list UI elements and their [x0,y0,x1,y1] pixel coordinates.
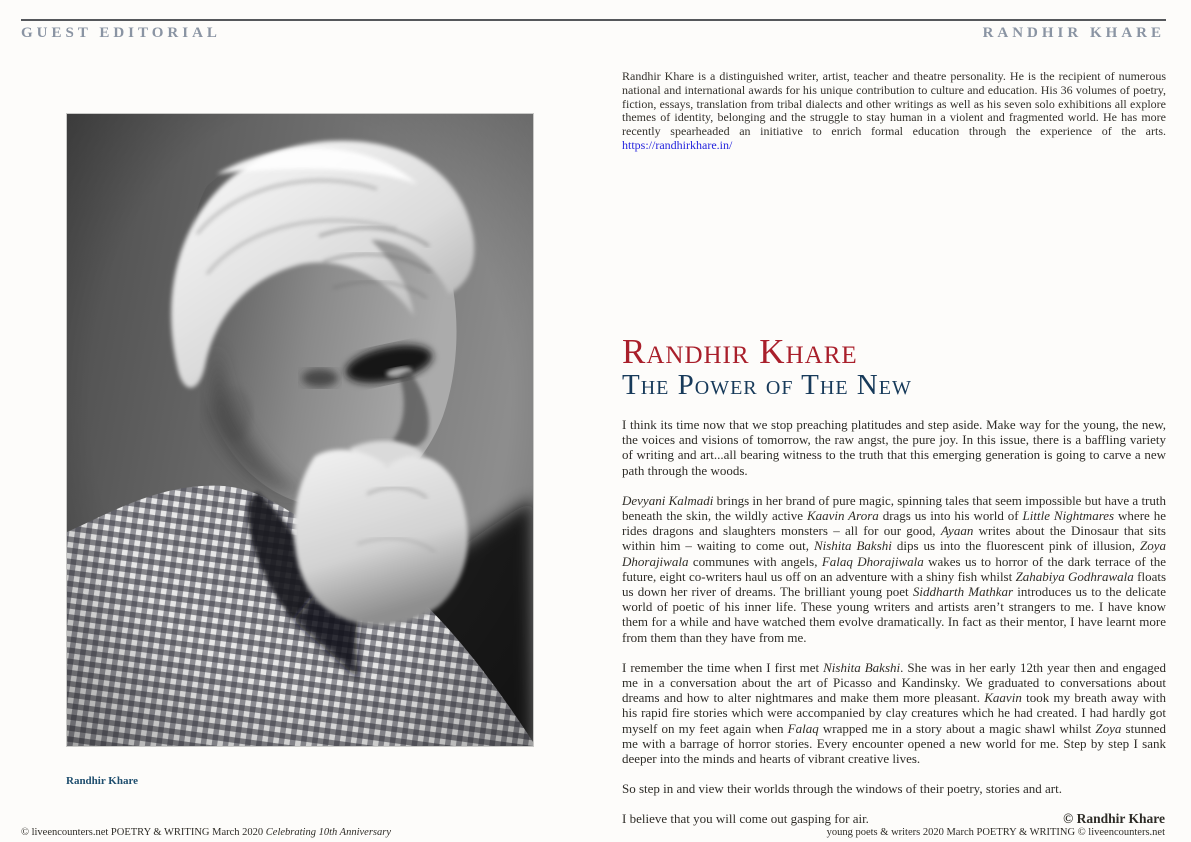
article-paragraph: I think its time now that we stop preaching platitudes and step aside. Make way for the young, the new, the voices and visions of tomorrow, the raw angst, the pure joy. In this issue, there is a baffling variety of writing and art...all bearing witness to the truth that this emerging generation is going to carve a new path through the woods. [622,417,1166,478]
author-bio: Randhir Khare is a distinguished writer, artist, teacher and theatre personality. He is the recipient of numerous national and international awards for his unique contribution to culture and education. His 36 volumes of poetry, fiction, essays, translation from tribal dialects and other writings as well as his seven solo exhibitions all explore themes of identity, belonging and the struggle to stay human in a violent and fragmented world. He has more recently spearheaded an initiative to enrich formal education through the experience of the arts. https://randhirkhare.in/ [622,69,1166,152]
emphasized-name: Zahabiya Godhrawala [1015,568,1134,584]
emphasized-name: Kaavin [984,690,1022,706]
emphasized-name: Ayaan [940,523,974,539]
emphasized-name: Falaq Dhorajiwala [821,553,924,569]
article-paragraph: Devyani Kalmadi brings in her brand of pure magic, spinning tales that seem impossible but have a truth beneath the skin, the wildly active Kaavin Arora drags us into his world of Little Nightmares where he rides dragons and slaughters monsters – all for our good, Ayaan writes about the Dinosaur that sits within him – waiting to come out, Nishita Bakshi dips us into the fluorescent pink of illusion, Zoya Dhorajiwala communes with angels, Falaq Dhorajiwala wakes us to horror of the dark terrace of the future, eight co-writers haul us off on an adventure with a shiny fish whilst Zahabiya Godhrawala floats us down her river of dreams. The brilliant young poet Siddharth Mathkar introduces us to the delicate world of poetic of his inner life. These young writers and artists aren’t strangers to me. I have know them for a while and have watched them evolve dramatically. In fact as their mentor, I have learnt more from them than they have from me. [622,492,1167,645]
emphasized-name: Nishita Bakshi [813,538,892,554]
article-title: Randhir Khare [622,332,858,371]
emphasized-name: Nishita Bakshi [823,659,901,675]
right-painted-edge-strip [1176,0,1191,842]
article-subtitle: The Power of The New [622,369,912,401]
emphasized-name: Kaavin Arora [806,508,879,524]
article-paragraph: I remember the time when I first met Nishita Bakshi. She was in her early 12th year then and engaged me in a conversation about the art of Picasso and Kandinsky. We graduated to conversations about dreams and how to alter nightmares and make them more pleasant. Kaavin took my breath away with his rapid fire stories which were accompanied by clay creatures which he had created. I had hardly got myself on my feet again when Falaq wrapped me in a story about a magic shawl whilst Zoya stunned me with a barrage of horror stories. Every encounter opened a new world for me. Step by step I sank deeper into the minds and hearts of vibrant creative lives. [622,659,1166,767]
emphasized-name: Zoya Dhorajiwala [622,538,1166,569]
article-body [622,417,1166,842]
footer-imprint-left: © liveencounters.net POETRY & WRITING March 2020 Celebrating 10th Anniversary [21,827,391,838]
bio-website-link[interactable]: https://randhirkhare.in/ [622,137,733,152]
emphasized-name: Zoya [1095,720,1122,736]
top-rule [21,19,1166,21]
emphasized-name: Falaq [787,720,819,736]
photo-caption: Randhir Khare [66,775,139,787]
emphasized-name: Celebrating 10th Anniversary [265,827,391,838]
article-title-block [622,333,1166,401]
emphasized-name: Siddharth Mathkar [912,584,1014,600]
author-copyright: © Randhir Khare [1063,811,1165,826]
portrait-photo [66,113,534,747]
masthead-author-label: RANDHIR KHARE [982,25,1165,41]
issue-credit-line: young poets & writers 2020 March POETRY & WRITING © liveencounters.net [826,827,1165,838]
footer-imprint-right [827,812,1165,839]
emphasized-name: Little Nightmares [1022,508,1115,524]
article-paragraph: I believe that you will come out gasping for air. [622,811,869,827]
emphasized-name: Devyani Kalmadi [622,492,714,508]
masthead-section-label: GUEST EDITORIAL [21,25,221,41]
portrait-photo-art [67,114,533,746]
article-paragraph: So step in and view their worlds through the windows of their poetry, stories and art. [622,781,1062,797]
left-painted-edge-strip [0,0,10,842]
